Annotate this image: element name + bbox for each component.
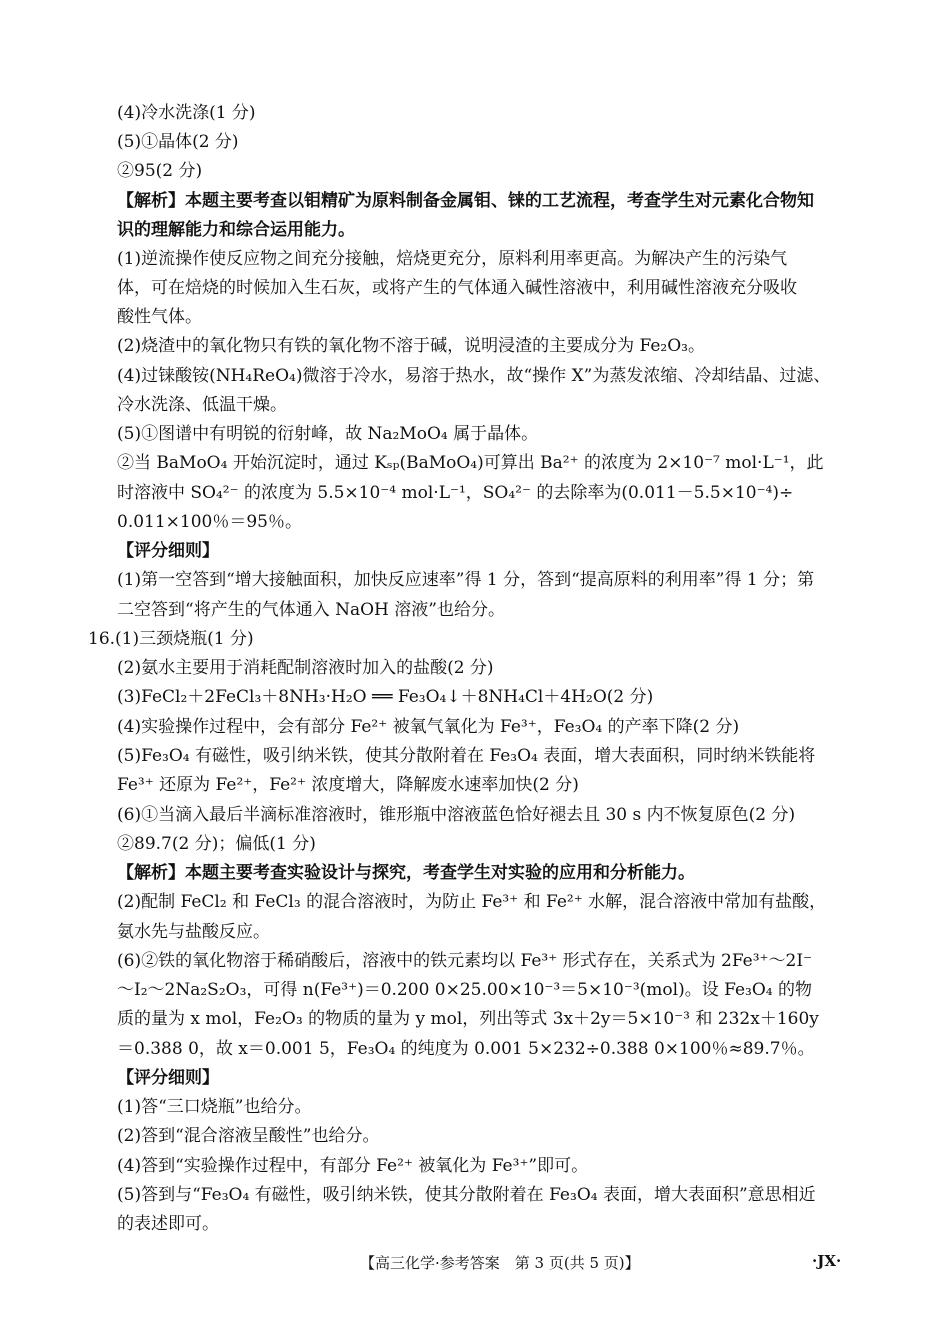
text-line: 的表述即可。 — [117, 1214, 219, 1234]
text-line: (4)答到“实验操作过程中，有部分 Fe²⁺ 被氧化为 Fe³⁺”即可。 — [117, 1156, 589, 1176]
text-line: ～I₂～2Na₂S₂O₃，可得 n(Fe³⁺)＝0.200 0×25.00×10⁻³＝5×10⁻³(mol)。设 Fe₃O₄ 的物 — [117, 980, 813, 1000]
text-line: (2)氨水主要用于消耗配制溶液时加入的盐酸(2 分) — [117, 658, 494, 678]
text-line: 【评分细则】 — [117, 1068, 219, 1088]
text-line: (5)①图谱中有明锐的衍射峰，故 Na₂MoO₄ 属于晶体。 — [117, 424, 539, 444]
text-line: 氨水先与盐酸反应。 — [117, 922, 270, 942]
text-line: (2)答到“混合溶液呈酸性”也给分。 — [117, 1126, 380, 1146]
text-line: (5)Fe₃O₄ 有磁性，吸引纳米铁，使其分散附着在 Fe₃O₄ 表面，增大表面积，同时纳米铁能将 — [117, 746, 816, 766]
text-line: 酸性气体。 — [117, 307, 202, 327]
text-line: (3)FeCl₂＋2FeCl₃＋8NH₃·H₂O ══ Fe₃O₄↓＋8NH₄Cl＋4H₂O(2 分) — [117, 687, 654, 707]
text-line: ＝0.388 0，故 x＝0.001 5，Fe₃O₄ 的纯度为 0.001 5×232÷0.388 0×100％≈89.7％。 — [117, 1039, 815, 1059]
text-line: (6)①当滴入最后半滴标准溶液时，锥形瓶中溶液蓝色恰好褪去且 30 s 内不恢复原色(2 分) — [117, 805, 796, 825]
text-line: 【解析】本题主要考查实验设计与探究，考查学生对实验的应用和分析能力。 — [117, 863, 695, 883]
text-line: 识的理解能力和综合运用能力。 — [117, 220, 355, 240]
text-line: (4)冷水洗涤(1 分) — [117, 103, 256, 123]
text-line: 体，可在焙烧的时候加入生石灰，或将产生的气体通入碱性溶液中，利用碱性溶液充分吸收 — [117, 278, 797, 298]
text-line: ②89.7(2 分)；偏低(1 分) — [117, 834, 316, 854]
text-line: 二空答到“将产生的气体通入 NaOH 溶液”也给分。 — [117, 600, 505, 620]
text-line: (1)逆流操作使反应物之间充分接触，焙烧更充分，原料利用率更高。为解决产生的污染气 — [117, 249, 788, 269]
page-footer — [0, 1252, 950, 1276]
text-line: (1)答“三口烧瓶”也给分。 — [117, 1097, 312, 1117]
text-line: (6)②铁的氧化物溶于稀硝酸后，溶液中的铁元素均以 Fe³⁺ 形式存在，关系式为 2Fe³⁺～2I⁻ — [117, 951, 813, 971]
footer-page-info: 【高三化学·参考答案 第 3 页(共 5 页)】 — [360, 1254, 640, 1272]
text-line: ②当 BaMoO₄ 开始沉淀时，通过 Kₛₚ(BaMoO₄)可算出 Ba²⁺ 的浓度为 2×10⁻⁷ mol·L⁻¹，此 — [117, 453, 824, 473]
text-line: Fe³⁺ 还原为 Fe²⁺，Fe²⁺ 浓度增大，降解废水速率加快(2 分) — [117, 775, 579, 795]
text-line: 【评分细则】 — [117, 541, 219, 561]
text-line: 0.011×100％＝95％。 — [117, 512, 302, 532]
text-line: (4)实验操作过程中，会有部分 Fe²⁺ 被氧气氧化为 Fe³⁺，Fe₃O₄ 的产率下降(2 分) — [117, 717, 740, 737]
text-line: 质的量为 x mol，Fe₂O₃ 的物质的量为 y mol，列出等式 3x＋2y＝5×10⁻³ 和 232x＋160y — [117, 1009, 819, 1029]
text-line: 16.(1)三颈烧瓶(1 分) — [88, 629, 254, 649]
text-line: (5)答到与“Fe₃O₄ 有磁性，吸引纳米铁，使其分散附着在 Fe₃O₄ 表面，增大表面积”意思相近 — [117, 1185, 816, 1205]
text-line: (5)①晶体(2 分) — [117, 132, 239, 152]
text-line: ②95(2 分) — [117, 161, 203, 181]
text-line: 时溶液中 SO₄²⁻ 的浓度为 5.5×10⁻⁴ mol·L⁻¹，SO₄²⁻ 的去除率为(0.011－5.5×10⁻⁴)÷ — [117, 483, 794, 503]
text-line: (1)第一空答到“增大接触面积，加快反应速率”得 1 分，答到“提高原料的利用率”得 1 分；第 — [117, 570, 815, 590]
text-line: (2)烧渣中的氧化物只有铁的氧化物不溶于碱，说明浸渣的主要成分为 Fe₂O₃。 — [117, 336, 705, 356]
text-line: (2)配制 FeCl₂ 和 FeCl₃ 的混合溶液时，为防止 Fe³⁺ 和 Fe²⁺ 水解，混合溶液中常加有盐酸， — [117, 892, 827, 912]
text-line: 【解析】本题主要考查以钼精矿为原料制备金属钼、铼的工艺流程，考查学生对元素化合物知 — [117, 191, 814, 211]
text-line: (4)过铼酸铵(NH₄ReO₄)微溶于冷水，易溶于热水，故“操作 X”为蒸发浓缩、冷却结晶、过滤、 — [117, 366, 831, 386]
footer-code: ·JX· — [812, 1252, 842, 1270]
text-line: 冷水洗涤、低温干燥。 — [117, 395, 287, 415]
